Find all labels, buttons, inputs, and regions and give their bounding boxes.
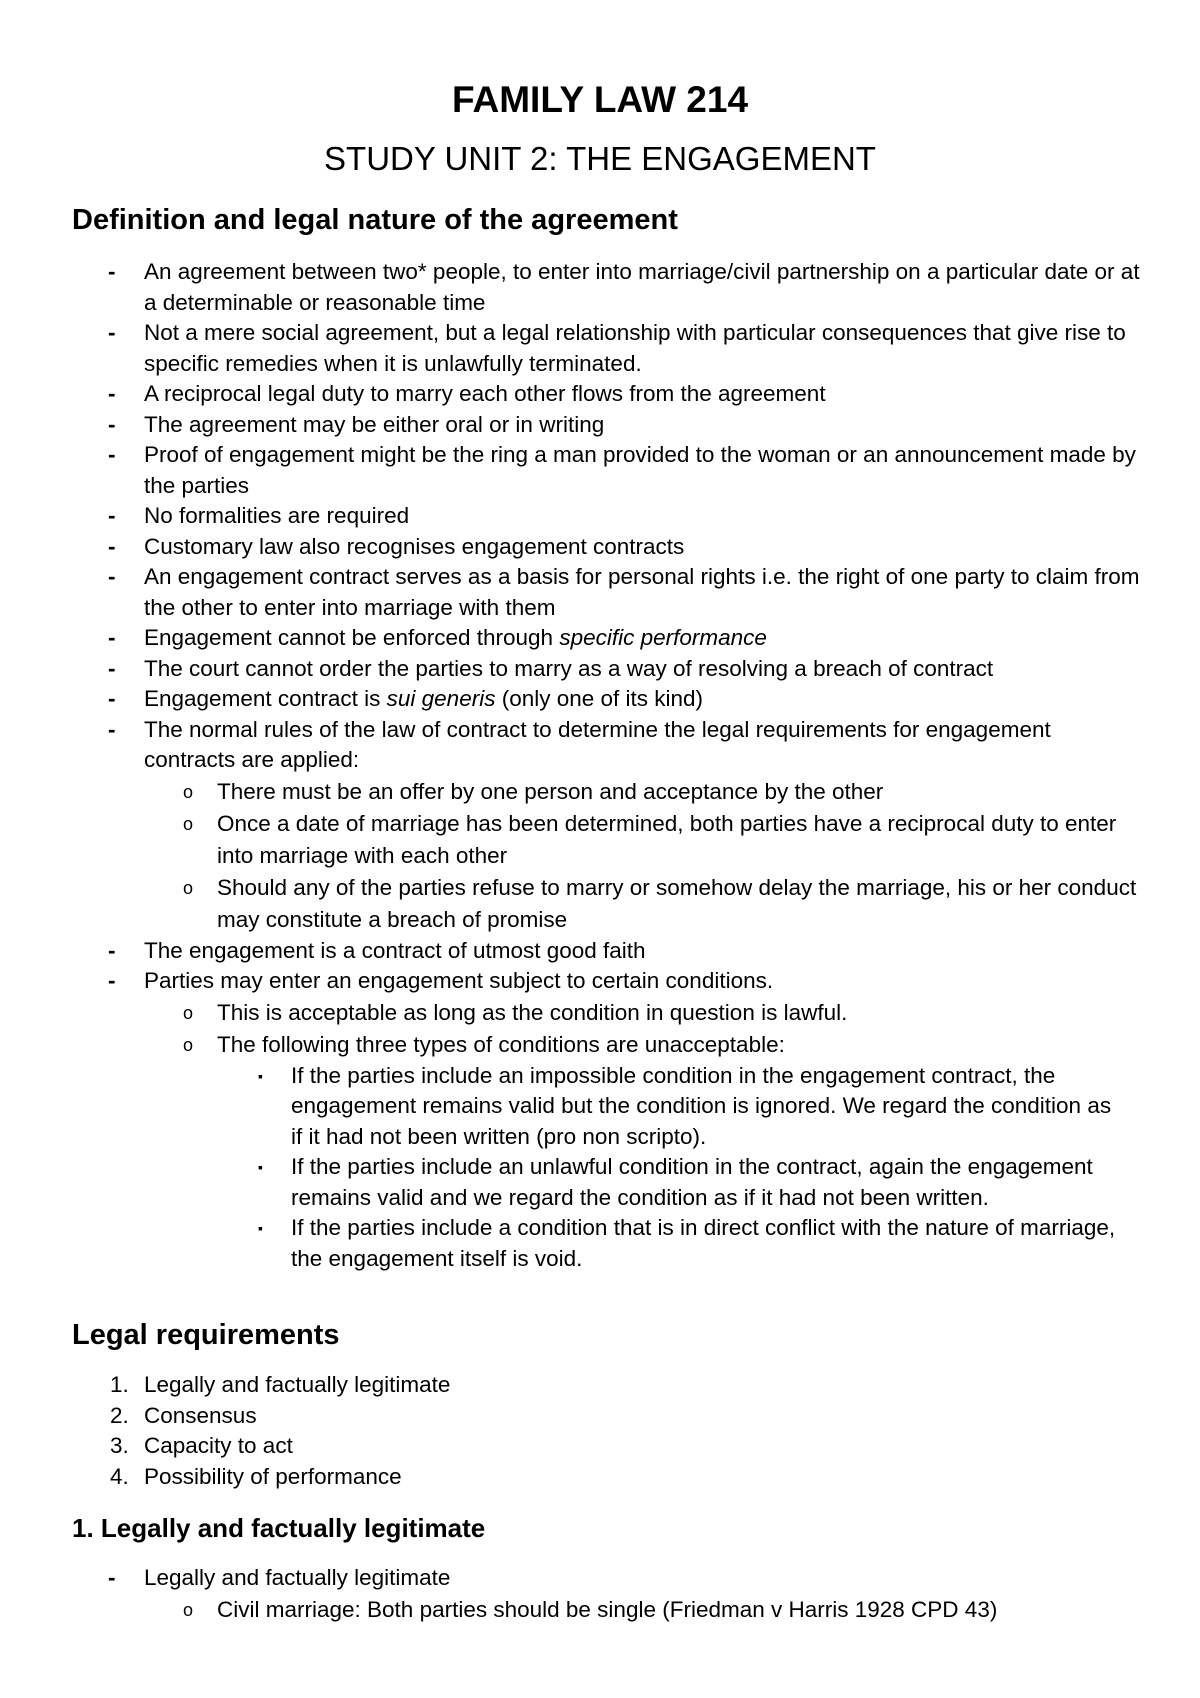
section-heading-definition: Definition and legal nature of the agreement: [72, 204, 678, 236]
list-item: - An agreement between two* people, to enter into marriage/civil partnership on a particular date or at a determinable or reasonable time: [108, 259, 1140, 315]
dash-marker: -: [108, 564, 116, 589]
numbered-item: 3. Capacity to act: [0, 1431, 1200, 1462]
sub-list-item: o There must be an offer by one person and acceptance by the other: [0, 776, 1200, 808]
dash-marker: -: [108, 1565, 116, 1590]
dash-marker: -: [108, 503, 116, 528]
dash-marker: -: [108, 937, 116, 963]
document-subtitle: STUDY UNIT 2: THE ENGAGEMENT: [324, 140, 876, 177]
circle-marker: o: [183, 1034, 194, 1055]
square-marker: ▪: [258, 1220, 263, 1236]
list-item: - The normal rules of the law of contract to determine the legal requirements for engagement contracts are applied:: [108, 716, 1051, 772]
sub-sub-list-item: ▪ If the parties include an impossible condition in the engagement contract, the engagement remains valid but the condition is ignored. We regard the condition as if it had not been written (pro non scripto).: [258, 1062, 1112, 1149]
circle-marker: o: [183, 877, 194, 898]
sub-list-item: o Should any of the parties refuse to marry or somehow delay the marriage, his or her conduct may constitute a breach of promise: [0, 872, 1200, 936]
dash-marker: -: [108, 625, 116, 650]
item-number: 4.: [110, 1463, 129, 1489]
list-item: - Engagement cannot be enforced through specific performance: [0, 623, 1200, 654]
document-title: FAMILY LAW 214: [451, 79, 749, 120]
sub-list-item: o This is acceptable as long as the condition in question is lawful.: [0, 997, 1200, 1029]
sub-list-item: o Civil marriage: Both parties should be single (Friedman v Harris 1928 CPD 43): [0, 1594, 1200, 1626]
item-number: 3.: [110, 1433, 129, 1458]
list-item: - Parties may enter an engagement subject to certain conditions.: [0, 966, 1200, 997]
circle-marker: o: [183, 813, 194, 834]
dash-marker: -: [108, 655, 116, 681]
list-item: - The agreement may be either oral or in writing: [0, 410, 1200, 441]
numbered-item: 1. Legally and factually legitimate: [0, 1370, 1200, 1401]
sub-list-item: o Once a date of marriage has been determined, both parties have a reciprocal duty to enter into marriage with each other: [0, 808, 1200, 872]
section-heading-legitimate: 1. Legally and factually legitimate: [72, 1513, 486, 1543]
dash-marker: -: [108, 442, 116, 467]
list-item: - Proof of engagement might be the ring a man provided to the woman or an announcement made by the parties: [108, 442, 1136, 498]
circle-marker: o: [183, 781, 194, 802]
section-heading-legal-requirements: Legal requirements: [72, 1319, 340, 1351]
dash-marker: -: [108, 259, 116, 284]
definition-bullet-list: [0, 257, 1200, 1274]
dash-marker: -: [108, 533, 116, 559]
legitimate-bullet-list: [0, 1563, 1200, 1626]
list-item: - Customary law also recognises engagement contracts: [0, 532, 1200, 563]
sub-sub-list-item: ▪ If the parties include a condition that is in direct conflict with the nature of marriage, the engagement itself is void.: [258, 1215, 1116, 1271]
list-item: - The engagement is a contract of utmost good faith: [0, 936, 1200, 967]
circle-marker: o: [183, 1599, 194, 1620]
sub-sub-list-item: ▪ If the parties include an unlawful condition in the contract, again the engagement remains valid and we regard the condition as if it had not been written.: [258, 1154, 1093, 1210]
italic-term: specific performance: [559, 625, 767, 650]
square-marker: ▪: [258, 1159, 263, 1175]
dash-marker: -: [108, 968, 116, 993]
list-item: - A reciprocal legal duty to marry each other flows from the agreement: [0, 379, 1200, 410]
list-item: - No formalities are required: [0, 501, 1200, 532]
square-marker: ▪: [258, 1067, 263, 1084]
numbered-item: 2. Consensus: [0, 1401, 1200, 1432]
list-item: - An engagement contract serves as a basis for personal rights i.e. the right of one party to claim from the other to enter into marriage with them: [108, 564, 1140, 620]
italic-term: sui generis: [386, 686, 496, 711]
sub-list-item: o The following three types of conditions are unacceptable:: [0, 1029, 1200, 1061]
list-item: - Not a mere social agreement, but a legal relationship with particular consequences that give rise to specific remedies when it is unlawfully terminated.: [108, 320, 1126, 376]
item-number: 2.: [110, 1402, 129, 1428]
list-item: - The court cannot order the parties to marry as a way of resolving a breach of contract: [0, 654, 1200, 685]
dash-marker: -: [108, 716, 116, 742]
item-number: 1.: [110, 1372, 129, 1397]
dash-marker: -: [108, 686, 116, 711]
list-item: - Engagement contract is sui generis (only one of its kind): [0, 684, 1200, 715]
circle-marker: o: [183, 1002, 194, 1023]
numbered-item: 4. Possibility of performance: [0, 1462, 1200, 1493]
legal-requirements-list: [0, 1370, 1200, 1492]
dash-marker: -: [108, 381, 116, 406]
dash-marker: -: [108, 320, 116, 345]
list-item: - Legally and factually legitimate: [0, 1563, 1200, 1594]
dash-marker: -: [108, 411, 116, 437]
